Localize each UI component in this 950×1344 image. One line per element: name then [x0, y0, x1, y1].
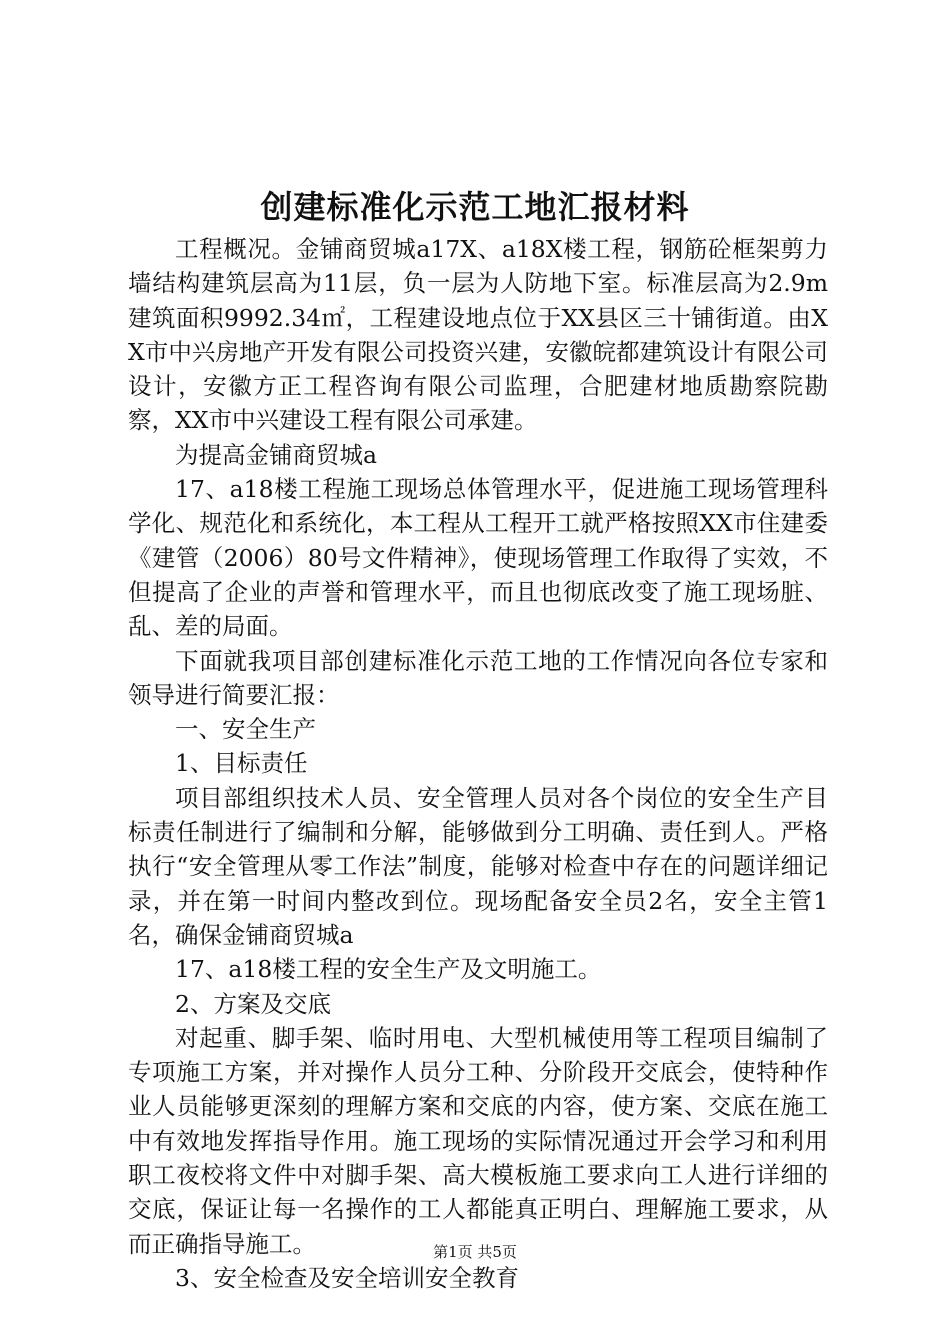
section-heading-safety: 一、安全生产 [175, 715, 316, 744]
paragraph-target-responsibility: 项目部组织技术人员、安全管理人员对各个岗位的安全生产目标责任制进行了编制和分解，能够做到分工明确、责任到人。严格执行“安全管理从零工作法”制度，能够对检查中存在的问题详细记录，并在第一时间内整改到位。现场配备安全员2名，安全主管1名，确保金铺商贸城a [128, 783, 828, 949]
document-title: 创建标准化示范工地汇报材料 [260, 188, 690, 226]
paragraph-plan-disclosure: 对起重、脚手架、临时用电、大型机械使用等工程项目编制了专项施工方案，并对操作人员分工种、分阶段开交底会，使特种作业人员能够更深刻的理解方案和交底的内容，使方案、交底在施工中有效地发挥指导作用。施工现场的实际情况通过开会学习和利用职工夜校将文件中对脚手架、高大模板施工要求向工人进行详细的交底，保证让每一名操作的工人都能真正明白、理解施工要求，从而正确指导施工。 [128, 1023, 828, 1258]
paragraph-report-intro: 下面就我项目部创建标准化示范工地的工作情况向各位专家和领导进行简要汇报： [128, 646, 828, 709]
paragraph-overview: 工程概况。金铺商贸城a17X、a18X楼工程，钢筋砼框架剪力墙结构建筑层高为11层，负一层为人防地下室。标准层高为2.9m建筑面积9992.34㎡，工程建设地点位于XX县区三十铺街道。由XX市中兴房地产开发有限公司投资兴建，安徽皖都建筑设计有限公司设计，安徽方正工程咨询有限公司监理，合肥建材地质勘察院勘察，XX市中兴建设工程有限公司承建。 [128, 235, 828, 435]
paragraph-target-responsibility-cont: 17、a18楼工程的安全生产及文明施工。 [175, 955, 602, 984]
subheading-safety-inspection: 3、安全检查及安全培训安全教育 [175, 1263, 519, 1292]
subheading-target-responsibility: 1、目标责任 [175, 749, 308, 778]
subheading-plan-disclosure: 2、方案及交底 [175, 989, 331, 1018]
paragraph-purpose-start: 为提高金铺商贸城a [175, 440, 378, 469]
document-body [128, 232, 828, 1295]
page-footer: 第1页 共5页 [433, 1243, 517, 1261]
paragraph-purpose: 17、a18楼工程施工现场总体管理水平，促进施工现场管理科学化、规范化和系统化，本工程从工程开工就严格按照XX市住建委《建管（2006）80号文件精神》，使现场管理工作取得了实效，不但提高了企业的声誉和管理水平，而且也彻底改变了施工现场脏、乱、差的局面。 [128, 475, 828, 641]
